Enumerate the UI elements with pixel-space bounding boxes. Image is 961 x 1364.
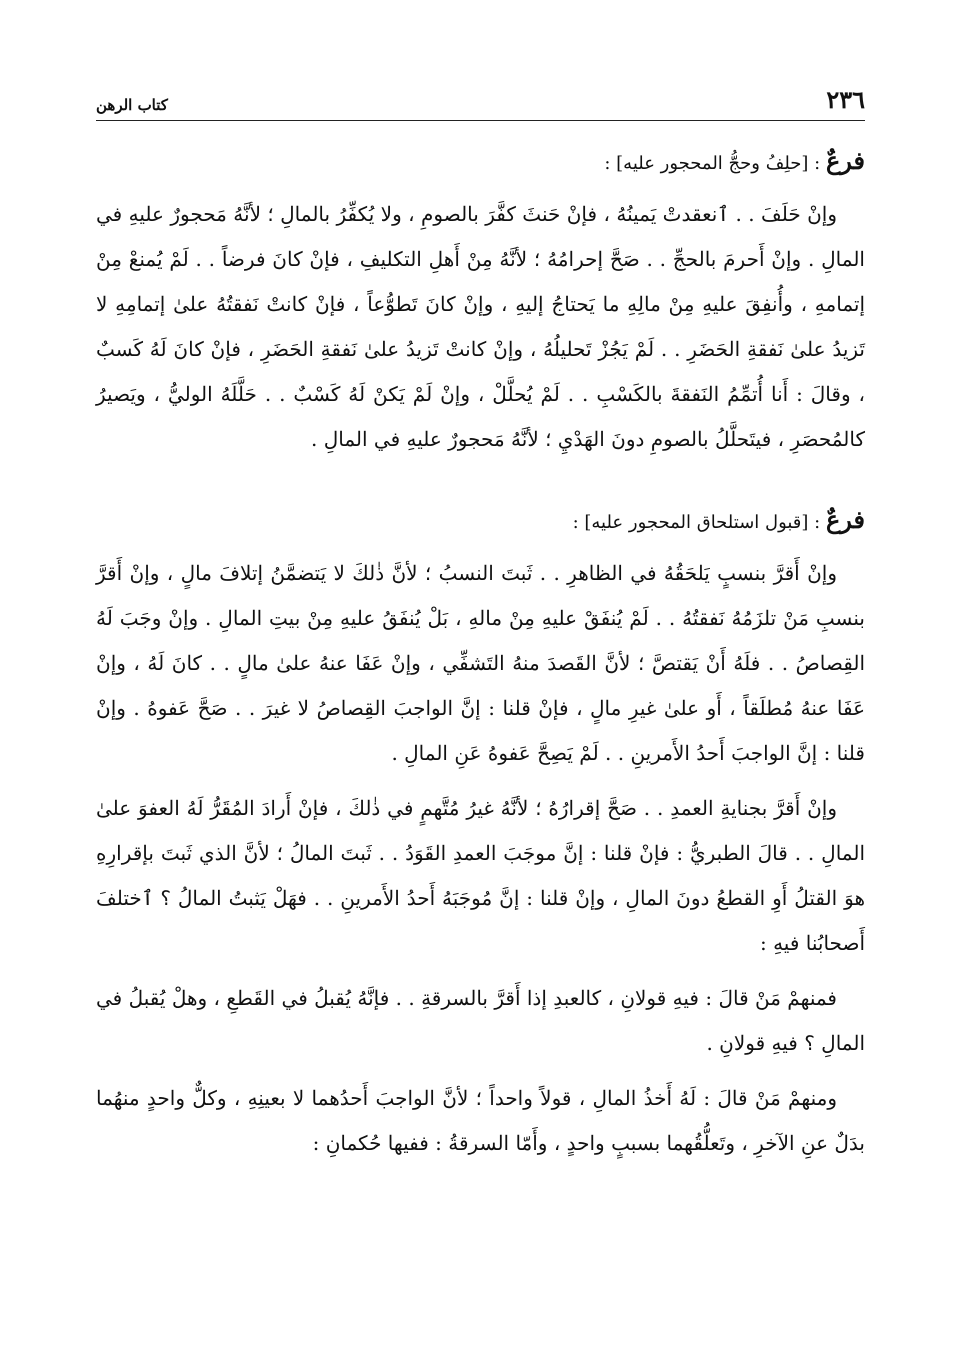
- paragraph: وإنْ أَقرَّ بجنايةِ العمدِ . . صَحَّ إقرارُهُ ؛ لأنَّهُ غيرُ مُتَّهمٍ في ذٰلكَ ، فإنْ أَرادَ المُقَرُّ لَهُ العفوَ علىٰ المالِ . . قالَ الطبريُّ : فإنْ قلنا : إنَّ موجَبَ العمدِ القَوَدُ . . ثَبتَ المالُ ؛ لأنَّ الذي ثَبتَ بإقرارِهِ هوَ القتلُ أَوِ القطعُ دونَ المالِ ، وإنْ قلنا : إنَّ مُوجَبَهُ أَحدُ الأَمرينِ . . فهَلْ يَثبتُ المالُ ؟ ٱختلفَ أَصحابُنا فيهِ :: [96, 796, 865, 955]
- paragraph: فمنهمْ مَنْ قالَ : فيهِ قولانِ ، كالعبدِ إذا أَقرَّ بالسرقةِ . . فإنَّهُ يُقبلُ في القَطعِ ، وهلْ يُقبلُ في المالِ ؟ فيهِ قولانِ .: [96, 986, 865, 1055]
- section-1: [96, 143, 865, 462]
- running-title: كتاب الرهن: [96, 96, 168, 114]
- heading-lead: فرعٌ: [825, 505, 865, 534]
- paragraph: وإنْ أَقرَّ بنسبٍ يَلحَقُهُ في الظاهرِ . . ثَبتَ النسبُ ؛ لأنَّ ذٰلكَ لا يَتضمَّنُ إتلافَ مالٍ ، وإنْ أَقرَّ بنسبِ مَنْ تلزَمُهُ نَفقتُهُ . . لَمْ يُنفَقْ عليهِ مِنْ مالهِ ، بَلْ يُنفَقُ عليهِ مِنْ بيتِ المالِ . وإنْ وجَبَ لَهُ القِصاصُ . . فلَهُ أَنْ يَقتصَّ ؛ لأنَّ القَصدَ منهُ التَشفِّي ، وإنْ عَفَا عنهُ علىٰ مالٍ . . كانَ لَهُ ، وإنْ عَفَا عنهُ مُطلَقاً ، أَو علىٰ غيرِ مالٍ ، فإنْ قلنا : إنَّ الواجبَ القِصاصُ لا غيرَ . . صَحَّ عَفوهُ . وإنْ قلنا : إنَّ الواجبَ أَحدُ الأَمرينِ . . لَمْ يَصِحَّ عَفوهُ عَنِ المالِ .: [96, 561, 866, 765]
- heading-title: : [قبول استلحاق المحجور عليه] :: [572, 512, 826, 533]
- section-heading: [96, 502, 865, 541]
- heading-lead: فرعٌ: [825, 146, 865, 175]
- heading-title: : [حلِفُ وحجُّ المحجور عليه] :: [604, 153, 826, 174]
- paragraph: ومنهمْ مَنْ قالَ : لَهُ أَخذُ المالِ ، قولاً واحداً ؛ لأنَّ الواجبَ أَحدُهما لا بعينِهِ ، وكلٌّ واحدٍ منهُما بدَلٌ عنِ الآخرِ ، وتَعلُّقُهما بسببٍ واحدٍ ، وأَمّا السرقةُ : ففيها حُكمانِ :: [96, 1086, 865, 1155]
- section-2: [96, 502, 865, 1166]
- page-header: [96, 78, 865, 121]
- page-number: ٢٣٦: [826, 85, 865, 114]
- section-heading: [96, 143, 865, 182]
- paragraph: وإنْ حَلَفَ . . ٱنعقدتْ يَمينُهُ ، فإنْ حَنثَ كفَّرَ بالصومِ ، ولا يُكفِّرُ بالمالِ ؛ لأنَّهُ مَحجورٌ عليهِ في المالِ . وإنْ أَحرمَ بالحجِّ . . صَحَّ إحرامُهُ ؛ لأنَّهُ مِنْ أَهلِ التكليفِ ، فإنْ كانَ فرضاً . . لَمْ يُمنعْ مِنْ إتمامهِ ، وأُنفِقَ عليهِ مِنْ مالِهِ ما يَحتاجُ إليهِ ، وإنْ كانَ تَطوُّعاً ، فإنْ كانتْ نَفقتُهُ علىٰ إتمامِهِ لا تَزيدُ علىٰ نَفقةِ الحَضَرِ . . لَمْ يَجُزْ تَحليلُهُ ، وإنْ كانتْ تَزيدُ علىٰ نَفقةِ الحَضَرِ ، فإنْ كانَ لَهُ كَسبٌ ، وقالَ : أَنا أُتمِّمُ النَفقةَ بالكَسْبِ . . لَمْ يُحلَّلْ ، وإنْ لَمْ يَكنْ لَهُ كَسْبٌ . . حَلَّلَهُ الوليُّ ، ويَصيرُ كالمُحصَرِ ، فيتَحلَّلُ بالصومِ دونَ الهَدْيِ ؛ لأنَّهُ مَحجورٌ عليهِ في المالِ .: [96, 202, 865, 451]
